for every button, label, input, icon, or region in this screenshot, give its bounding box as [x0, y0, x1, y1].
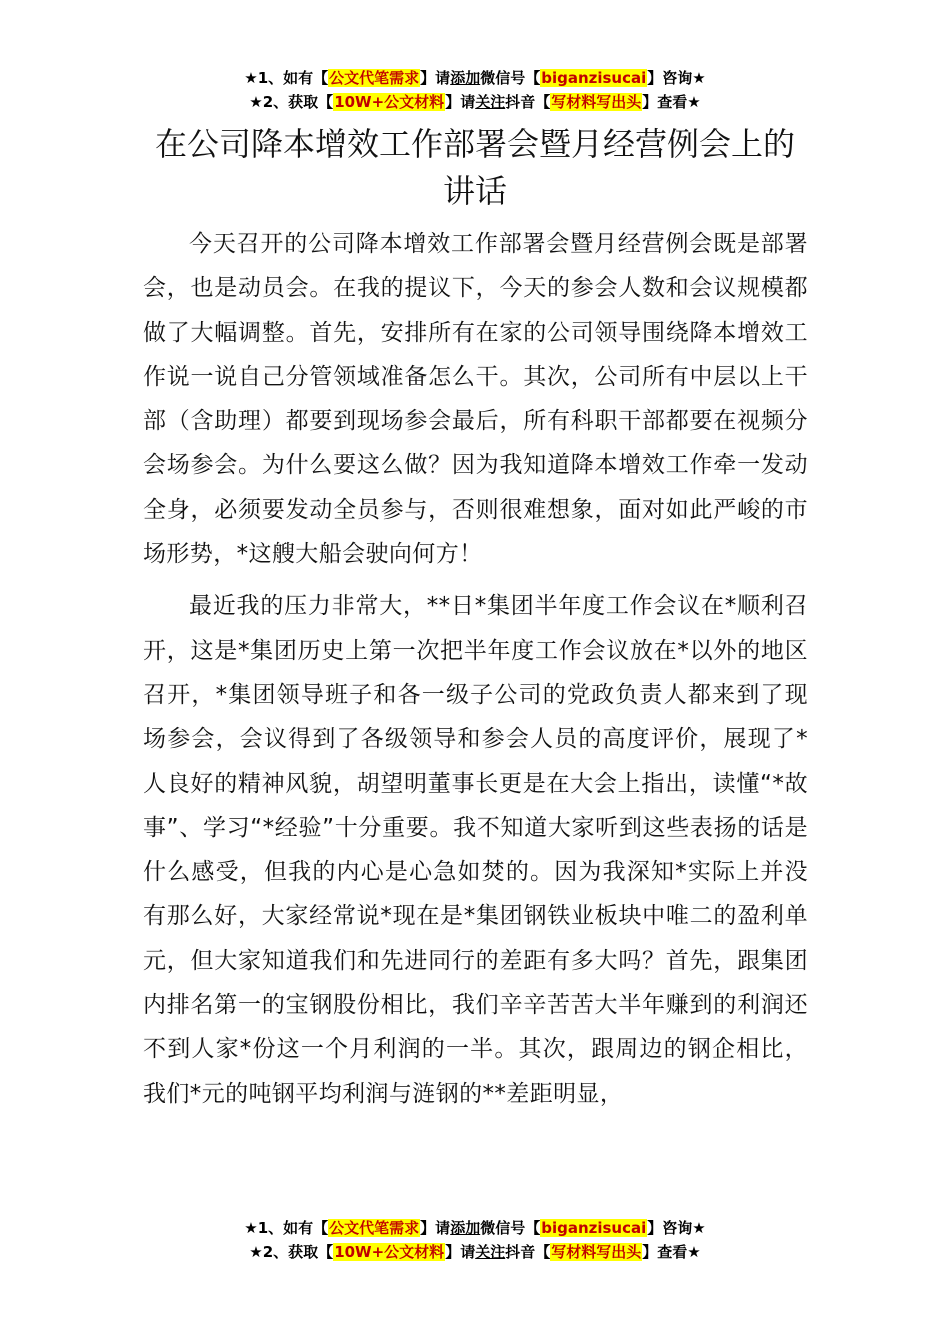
body-paragraph: 今天召开的公司降本增效工作部署会暨月经营例会既是部署会，也是动员会。在我的提议下，今天的参会人数和会议规模都做了大幅调整。首先，安排所有在家的公司领导围绕降本增效工作说一说自己分管领域准备怎么干。其次，公司所有中层以上干部（含助理）都要到现场参会最后，所有科职干部都要在视频分会场参会。为什么要这么做？因为我知道降本增效工作牵一发动全身，必须要发动全员参与，否则很难想象，面对如此严峻的市场形势，*这艘大船会驶向何方！ — [143, 231, 808, 568]
top-promo-banner — [0, 66, 950, 114]
document-body — [143, 222, 808, 1124]
promo-highlight: biganzisucai — [541, 1219, 647, 1237]
promo-highlight: 10W+公文材料 — [334, 93, 445, 111]
promo-highlight: 写材料写出头 — [551, 93, 642, 111]
promo-line-1: ★1、如有【公文代笔需求】请添加微信号【biganzisucai】咨询★ — [244, 69, 706, 87]
document-title: 在公司降本增效工作部署会暨月经营例会上的讲话 — [154, 125, 795, 210]
promo-line-2: ★2、获取【10W+公文材料】请关注抖音【写材料写出头】查看★ — [249, 93, 701, 111]
body-paragraph: 最近我的压力非常大，**日*集团半年度工作会议在*顺利召开，这是*集团历史上第一次把半年度工作会议放在*以外的地区召开，*集团领导班子和各一级子公司的党政负责人都来到了现场参会，会议得到了各级领导和参会人员的高度评价，展现了*人良好的精神风貌，胡望明董事长更是在大会上指出，读懂“*故事”、学习“*经验”十分重要。我不知道大家听到这些表扬的话是什么感受，但我的内心是心急如焚的。因为我深知*实际上并没有那么好，大家经常说*现在是*集团钢铁业板块中唯二的盈利单元，但大家知道我们和先进同行的差距有多大吗？首先，跟集团内排名第一的宝钢股份相比，我们辛辛苦苦大半年赚到的利润还不到人家*份这一个月利润的一半。其次，跟周边的钢企相比，我们*元的吨钢平均利润与涟钢的**差距明显， — [143, 593, 808, 1107]
bottom-promo-banner — [0, 1216, 950, 1264]
promo-highlight: 公文代笔需求 — [329, 69, 420, 87]
promo-highlight: 10W+公文材料 — [334, 1243, 445, 1261]
promo-highlight: 写材料写出头 — [551, 1243, 642, 1261]
promo-highlight: 公文代笔需求 — [329, 1219, 420, 1237]
promo-line-2: ★2、获取【10W+公文材料】请关注抖音【写材料写出头】查看★ — [249, 1243, 701, 1261]
promo-highlight: biganzisucai — [541, 69, 647, 87]
promo-line-1: ★1、如有【公文代笔需求】请添加微信号【biganzisucai】咨询★ — [244, 1219, 706, 1237]
